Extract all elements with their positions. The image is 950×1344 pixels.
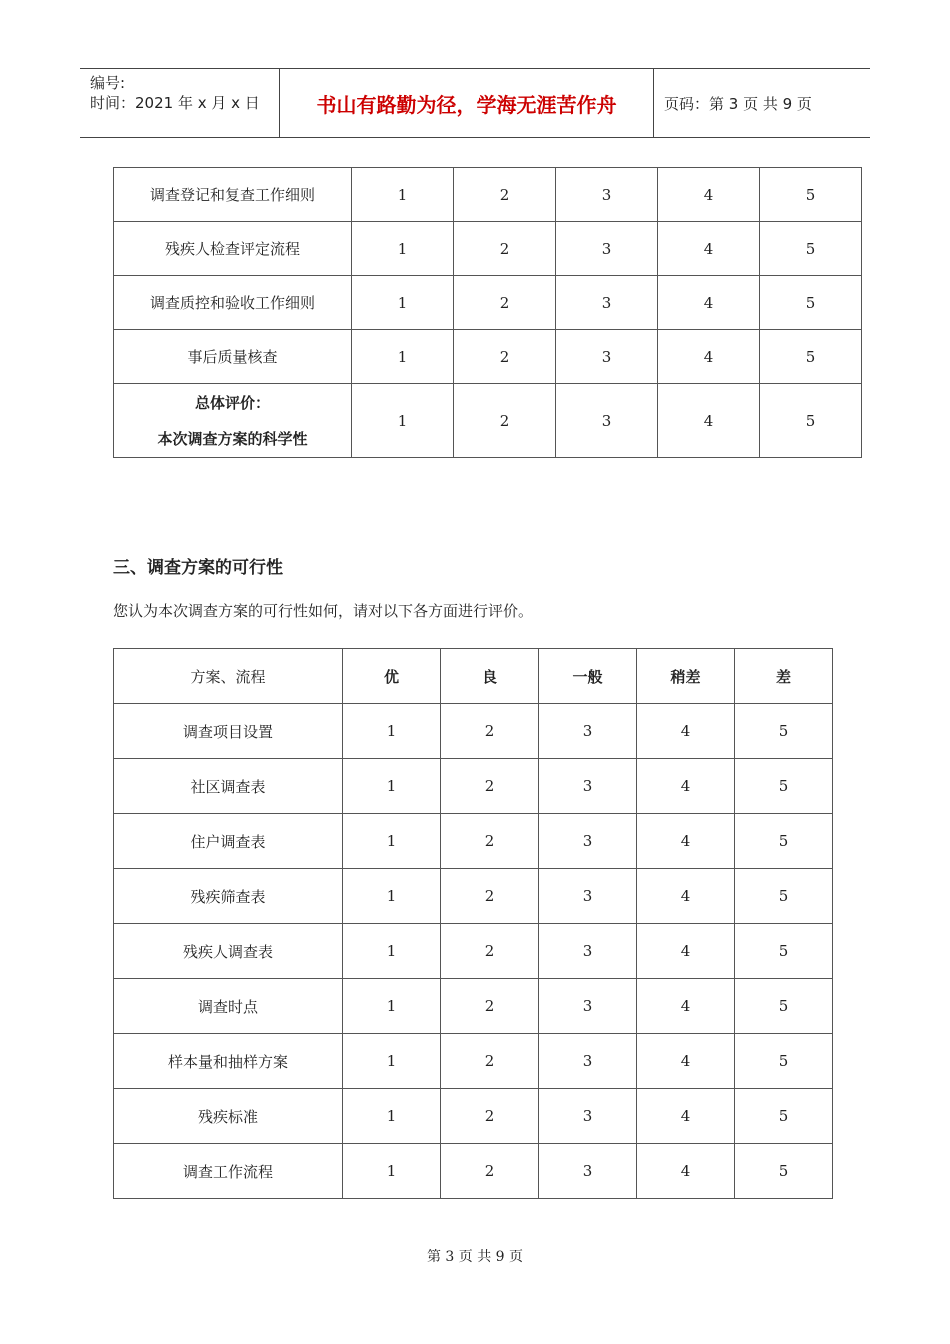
header-meta bbox=[80, 69, 280, 137]
table-row bbox=[114, 222, 862, 276]
column-header: 良 bbox=[441, 649, 539, 704]
column-header: 稍差 bbox=[637, 649, 735, 704]
score-option[interactable]: 2 bbox=[454, 330, 556, 384]
score-option[interactable]: 1 bbox=[343, 814, 441, 869]
score-option[interactable]: 3 bbox=[539, 1034, 637, 1089]
score-option[interactable]: 1 bbox=[343, 869, 441, 924]
page-footer: 第 3 页 共 9 页 bbox=[426, 1249, 524, 1265]
score-option[interactable]: 1 bbox=[352, 222, 454, 276]
score-option[interactable]: 1 bbox=[352, 168, 454, 222]
score-option[interactable]: 5 bbox=[735, 924, 833, 979]
row-label: 残疾筛查表 bbox=[114, 869, 343, 924]
row-label: 调查时点 bbox=[114, 979, 343, 1034]
score-option[interactable]: 5 bbox=[735, 979, 833, 1034]
score-option[interactable]: 2 bbox=[441, 704, 539, 759]
page-header bbox=[80, 68, 870, 138]
score-option[interactable]: 5 bbox=[735, 869, 833, 924]
time-label: 时间：2021 年 x 月 x 日 bbox=[90, 94, 260, 112]
score-option[interactable]: 4 bbox=[658, 168, 760, 222]
summary-line-1: 总体评价： bbox=[194, 393, 270, 412]
row-label: 样本量和抽样方案 bbox=[114, 1034, 343, 1089]
row-label: 事后质量核查 bbox=[114, 330, 352, 384]
score-option[interactable]: 1 bbox=[343, 924, 441, 979]
score-option[interactable]: 1 bbox=[343, 1034, 441, 1089]
section-title: 三、调查方案的可行性 bbox=[113, 558, 283, 578]
score-option[interactable]: 1 bbox=[343, 1089, 441, 1144]
score-option[interactable]: 3 bbox=[556, 222, 658, 276]
score-option[interactable]: 3 bbox=[539, 704, 637, 759]
score-option[interactable]: 4 bbox=[637, 704, 735, 759]
score-option[interactable]: 4 bbox=[658, 330, 760, 384]
score-option[interactable]: 4 bbox=[658, 276, 760, 330]
summary-line-2: 本次调查方案的科学性 bbox=[157, 429, 308, 448]
header-label: 方案、流程 bbox=[114, 649, 343, 704]
score-option[interactable]: 2 bbox=[454, 168, 556, 222]
score-option[interactable]: 5 bbox=[735, 704, 833, 759]
score-option[interactable]: 4 bbox=[658, 222, 760, 276]
score-option[interactable]: 4 bbox=[637, 1089, 735, 1144]
score-option[interactable]: 1 bbox=[343, 759, 441, 814]
header-page-info: 页码：第 3 页 共 9 页 bbox=[664, 94, 812, 113]
score-option[interactable]: 4 bbox=[658, 384, 760, 458]
evaluation-table-scientific bbox=[113, 167, 862, 458]
score-option[interactable]: 4 bbox=[637, 759, 735, 814]
summary-label bbox=[114, 384, 352, 458]
table-row bbox=[114, 979, 833, 1034]
score-option[interactable]: 5 bbox=[735, 1089, 833, 1144]
score-option[interactable]: 5 bbox=[760, 276, 862, 330]
score-option[interactable]: 5 bbox=[735, 1034, 833, 1089]
score-option[interactable]: 5 bbox=[760, 384, 862, 458]
score-option[interactable]: 5 bbox=[760, 222, 862, 276]
score-option[interactable]: 2 bbox=[441, 1089, 539, 1144]
score-option[interactable]: 3 bbox=[556, 384, 658, 458]
section-intro: 您认为本次调查方案的可行性如何，请对以下各方面进行评价。 bbox=[113, 602, 534, 620]
table-row bbox=[114, 1034, 833, 1089]
table-row bbox=[114, 814, 833, 869]
header-motto: 书山有路勤为径，学海无涯苦作舟 bbox=[280, 69, 654, 137]
score-option[interactable]: 2 bbox=[441, 979, 539, 1034]
score-option[interactable]: 5 bbox=[760, 330, 862, 384]
column-header: 优 bbox=[343, 649, 441, 704]
column-header: 一般 bbox=[539, 649, 637, 704]
table-row bbox=[114, 759, 833, 814]
score-option[interactable]: 5 bbox=[735, 759, 833, 814]
summary-row bbox=[114, 384, 862, 458]
table-row bbox=[114, 276, 862, 330]
score-option[interactable]: 3 bbox=[556, 168, 658, 222]
row-label: 调查质控和验收工作细则 bbox=[114, 276, 352, 330]
score-option[interactable]: 1 bbox=[352, 384, 454, 458]
row-label: 调查工作流程 bbox=[114, 1144, 343, 1199]
score-option[interactable]: 2 bbox=[441, 869, 539, 924]
score-option[interactable]: 1 bbox=[352, 276, 454, 330]
score-option[interactable]: 2 bbox=[441, 1144, 539, 1199]
score-option[interactable]: 4 bbox=[637, 924, 735, 979]
row-label: 残疾人检查评定流程 bbox=[114, 222, 352, 276]
table-row bbox=[114, 869, 833, 924]
score-option[interactable]: 2 bbox=[454, 384, 556, 458]
score-option[interactable]: 3 bbox=[539, 759, 637, 814]
score-option[interactable]: 3 bbox=[556, 330, 658, 384]
score-option[interactable]: 2 bbox=[441, 1034, 539, 1089]
row-label: 残疾人调查表 bbox=[114, 924, 343, 979]
evaluation-table-feasibility bbox=[113, 648, 833, 1199]
score-option[interactable]: 4 bbox=[637, 1144, 735, 1199]
score-option[interactable]: 1 bbox=[343, 704, 441, 759]
table-row bbox=[114, 168, 862, 222]
row-label: 社区调查表 bbox=[114, 759, 343, 814]
score-option[interactable]: 2 bbox=[454, 276, 556, 330]
row-label: 住户调查表 bbox=[114, 814, 343, 869]
score-option[interactable]: 3 bbox=[539, 1144, 637, 1199]
score-option[interactable]: 2 bbox=[441, 759, 539, 814]
score-option[interactable]: 4 bbox=[637, 1034, 735, 1089]
table-row bbox=[114, 924, 833, 979]
score-option[interactable]: 2 bbox=[441, 924, 539, 979]
score-option[interactable]: 4 bbox=[637, 869, 735, 924]
table-row bbox=[114, 1144, 833, 1199]
row-label: 残疾标准 bbox=[114, 1089, 343, 1144]
table-row bbox=[114, 1089, 833, 1144]
table-row bbox=[114, 704, 833, 759]
score-option[interactable]: 4 bbox=[637, 979, 735, 1034]
score-option[interactable]: 3 bbox=[539, 979, 637, 1034]
score-option[interactable]: 3 bbox=[539, 869, 637, 924]
serial-label: 编号: bbox=[90, 74, 126, 92]
score-option[interactable]: 2 bbox=[454, 222, 556, 276]
score-option[interactable]: 3 bbox=[556, 276, 658, 330]
table-header-row bbox=[114, 649, 833, 704]
score-option[interactable]: 1 bbox=[352, 330, 454, 384]
score-option[interactable]: 3 bbox=[539, 814, 637, 869]
column-header: 差 bbox=[735, 649, 833, 704]
score-option[interactable]: 1 bbox=[343, 1144, 441, 1199]
row-label: 调查项目设置 bbox=[114, 704, 343, 759]
score-option[interactable]: 4 bbox=[637, 814, 735, 869]
score-option[interactable]: 5 bbox=[735, 1144, 833, 1199]
table-row bbox=[114, 330, 862, 384]
score-option[interactable]: 3 bbox=[539, 924, 637, 979]
score-option[interactable]: 1 bbox=[343, 979, 441, 1034]
score-option[interactable]: 5 bbox=[735, 814, 833, 869]
score-option[interactable]: 2 bbox=[441, 814, 539, 869]
score-option[interactable]: 5 bbox=[760, 168, 862, 222]
score-option[interactable]: 3 bbox=[539, 1089, 637, 1144]
row-label: 调查登记和复查工作细则 bbox=[114, 168, 352, 222]
